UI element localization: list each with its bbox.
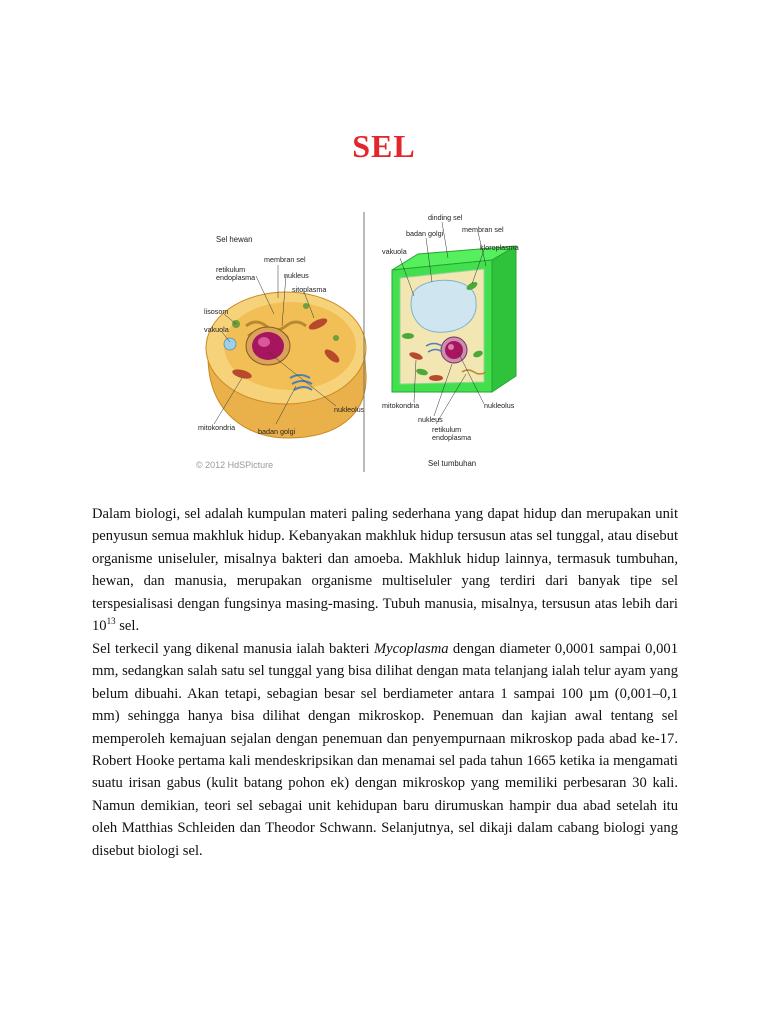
- plant-label-vakuola: vakuola: [382, 247, 407, 256]
- plant-label-endoplasma: endoplasma: [432, 433, 472, 442]
- cell-diagram: [186, 206, 586, 476]
- plant-cell-heading: Sel tumbuhan: [428, 459, 477, 468]
- paragraph-1-exponent: 13: [106, 616, 116, 627]
- paragraph-1-tail: sel.: [115, 618, 140, 635]
- copyright-text: © 2012 HdSPicture: [196, 460, 274, 470]
- label-endoplasma: endoplasma: [216, 273, 256, 282]
- label-mitokondria: mitokondria: [198, 423, 236, 432]
- animal-cell-heading: Sel hewan: [216, 235, 253, 244]
- plant-label-retikulum: retikulum: [432, 425, 462, 434]
- plant-cell-illustration: [382, 213, 519, 468]
- plant-label-membran-sel: membran sel: [462, 225, 504, 234]
- plant-label-badan-golgi: badan golgi: [406, 229, 444, 238]
- label-vakuola: vakuola: [204, 325, 229, 334]
- page-title: SEL: [352, 128, 416, 164]
- paragraph-1-text: Dalam biologi, sel adalah kumpulan materi paling sederhana yang dapat hidup dan merupakan unit penyusun semua makhluk hidup. Kebanyakan makhluk hidup tersusun atas sel tunggal, atau disebut organisme uniseluler, misalnya bakteri dan amoeba. Makhluk hidup lainnya, termasuk tumbuhan, hewan, dan manusia, merupakan organisme multiseluler yang terdiri dari banyak tipe sel terspesialisasi dengan fungsinya masing-masing. Tubuh manusia, misalnya, tersusun atas lebih dari 10: [92, 506, 678, 635]
- plant-label-nukleolus: nukleolus: [484, 401, 515, 410]
- plant-label-dinding-sel: dinding sel: [428, 213, 463, 222]
- label-membran-sel: membran sel: [264, 255, 306, 264]
- paragraph-2-italic: Mycoplasma: [373, 641, 449, 657]
- label-retikulum: retikulum: [216, 265, 246, 274]
- label-nukleolus: nukleolus: [334, 405, 365, 414]
- animal-cell-illustration: [196, 235, 366, 470]
- plant-label-nukleus: nukleus: [418, 415, 443, 424]
- paragraph-1: [92, 503, 678, 637]
- label-lisosom: lisosom: [204, 307, 229, 316]
- cell-diagram-figure: [186, 206, 586, 476]
- label-sitoplasma: sitoplasma: [292, 285, 327, 294]
- plant-label-kloroplasma: kloroplasma: [480, 243, 519, 252]
- paragraph-2-before: Sel terkecil yang dikenal manusia ialah bakteri: [92, 641, 374, 657]
- paragraph-2: [92, 638, 678, 862]
- label-badan-golgi: badan golgi: [258, 427, 296, 436]
- plant-label-mitokondria: mitokondria: [382, 401, 420, 410]
- label-nukleus: nukleus: [284, 271, 309, 280]
- paragraph-2-after: dengan diameter 0,0001 sampai 0,001 mm, sedangkan salah satu sel tunggal yang bisa dilihat dengan mata telanjang ialah telur ayam yang belum dibuahi. Akan tetapi, sebagian besar sel berdiameter antara 1 sampai 100 µm (0,001–0,1 mm) sehingga hanya bisa dilihat dengan mikroskop. Penemuan dan kajian awal tentang sel memperoleh kemajuan sejalan dengan penemuan dan penyempurnaan mikroskop pada abad ke-17. Robert Hooke pertama kali mendeskripsikan dan menamai sel pada tahun 1665 ketika ia mengamati suatu irisan gabus (kulit batang pohon ek) dengan mikroskop yang memiliki perbesaran 30 kali. Namun demikian, teori sel sebagai unit kehidupan baru dirumuskan hampir dua abad setelah itu oleh Matthias Schleiden dan Theodor Schwann. Selanjutnya, sel dikaji dalam cabang biologi yang disebut biologi sel.: [92, 641, 678, 859]
